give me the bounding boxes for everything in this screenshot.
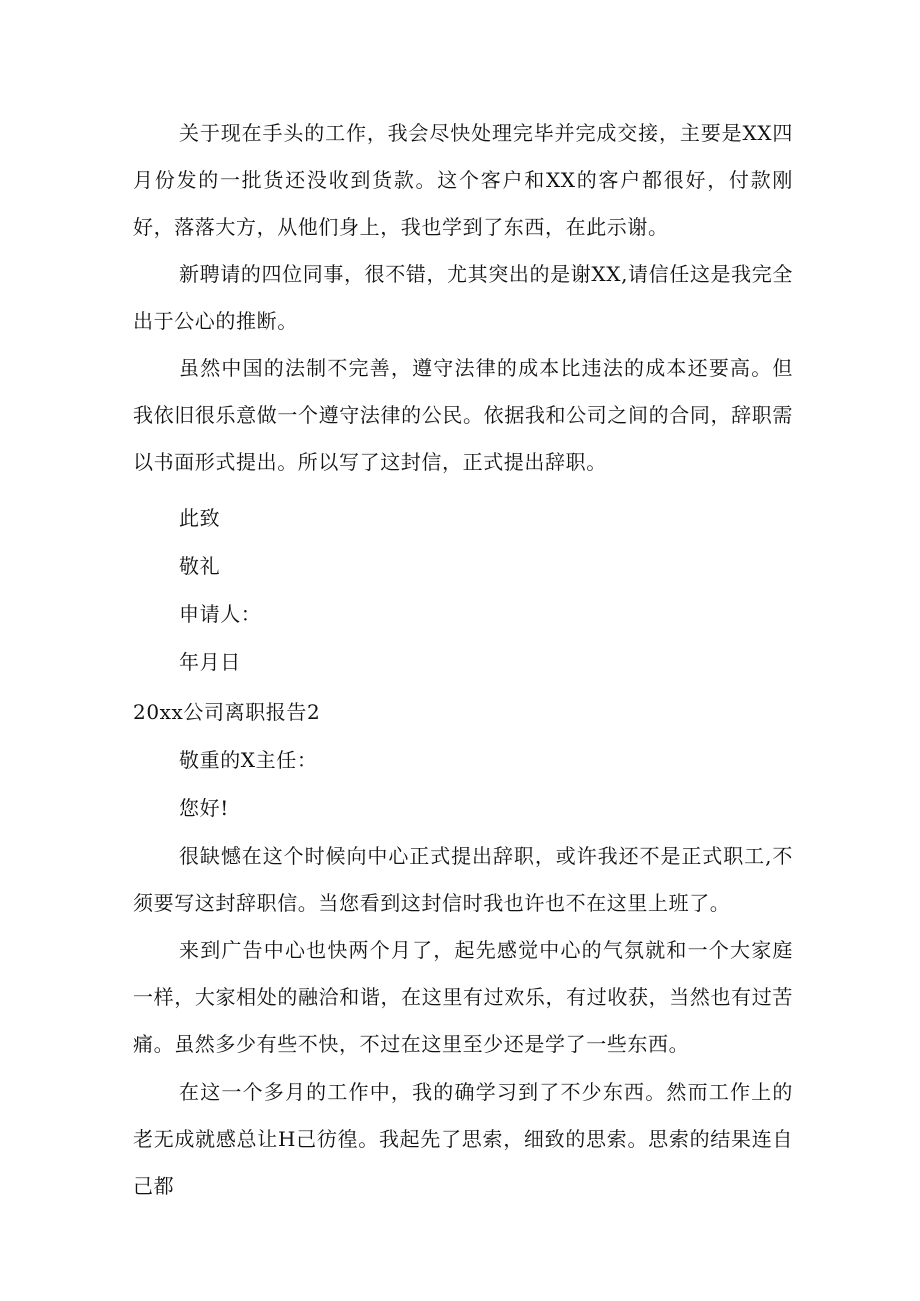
closing-regards: 敬礼: [179, 554, 221, 578]
letter2-addressee: 敬重的X主任：: [179, 748, 318, 772]
paragraph-work-handover: 关于现在手头的工作，我会尽快处理完毕并完成交接，主要是XX四月份发的一批货还没收到货款。这个客户和XX的客户都很好，付款刚好，落落大方，从他们身上，我也学到了东西，在此示谢。: [133, 121, 793, 239]
paragraph-advertising-center: 来到广告中心也快两个月了，起先感觉中心的气氛就和一个大家庭一样，大家相处的融洽和谐，在这里有过欢乐，有过收获，当然也有过苦痛。虽然多少有些不快，不过在这里至少还是学了一些东西。: [133, 938, 793, 1056]
letter2-greeting: 您好!: [179, 796, 229, 820]
closing-salutation: 此致: [179, 506, 221, 530]
closing-date: 年月日: [179, 650, 241, 674]
paragraph-reflection: 在这一个多月的工作中，我的确学习到了不少东西。然而工作上的老无成就感总让H己彷徨。我起先了思索，细致的思索。思索的结果连自己都: [133, 1080, 793, 1198]
closing-applicant: 申请人：: [179, 602, 262, 626]
paragraph-legal-resignation: 虽然中国的法制不完善，遵守法律的成本比违法的成本还要高。但我依旧很乐意做一个遵守法律的公民。依据我和公司之间的合同，辞职需以书面形式提出。所以写了这封信，正式提出辞职。: [133, 356, 793, 474]
paragraph-new-colleagues: 新聘请的四位同事，很不错，尤其突出的是谢XX,请信任这是我完全出于公心的推断。: [133, 262, 793, 333]
paragraph-regret-resign: 很缺憾在这个时候向中心正式提出辞职，或许我还不是正式职工,不须要写这封辞职信。当您看到这封信时我也许也不在这里上班了。: [133, 844, 793, 915]
section-title: 20xx公司离职报告2: [133, 700, 321, 724]
